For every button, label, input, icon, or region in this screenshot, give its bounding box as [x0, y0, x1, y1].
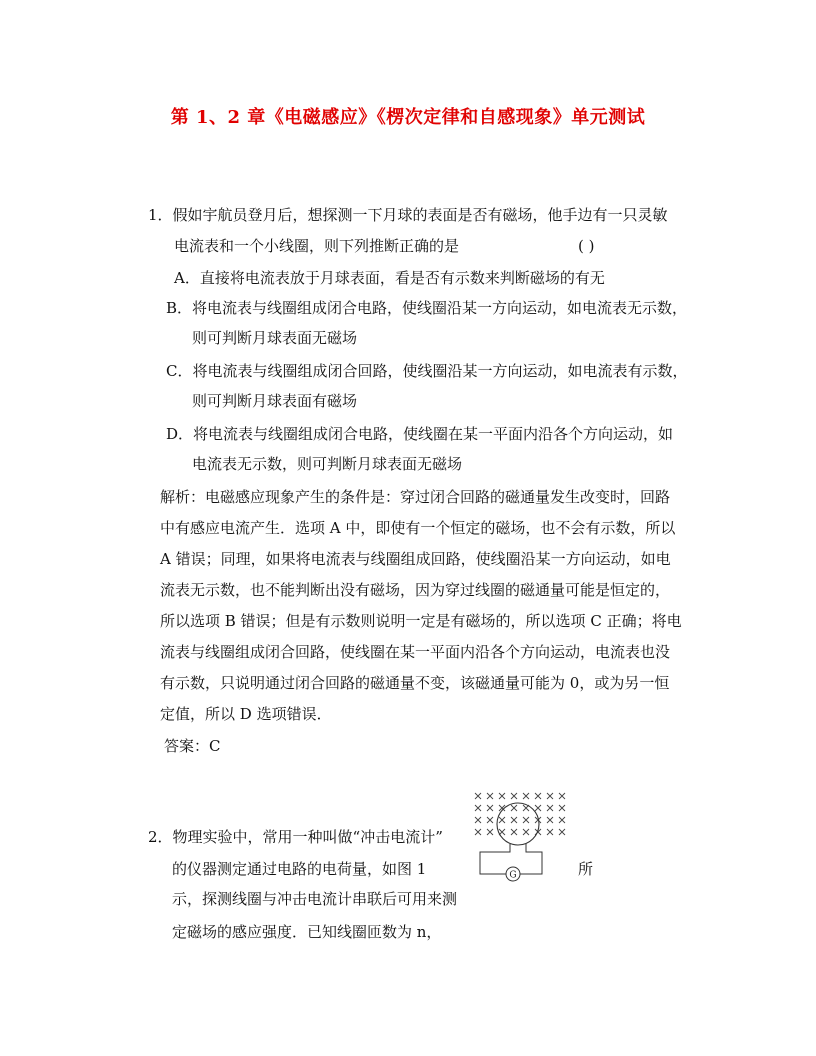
- circuit-wire-left: [480, 844, 510, 874]
- field-cross: [511, 829, 517, 835]
- q1-stem-line-1: 1．假如宇航员登月后，想探测一下月球的表面是否有磁场，他手边有一只灵敏: [148, 206, 668, 224]
- q1-option-d-line-1: D．将电流表与线圈组成闭合电路，使线圈在某一平面内沿各个方向运动，如: [166, 425, 674, 443]
- q2-stem-line-2: 的仪器测定通过电路的电荷量，如图 1: [172, 860, 427, 878]
- page-title: 第 1、2 章《电磁感应》《楞次定律和自感现象》单元测试: [170, 107, 646, 128]
- field-cross: [523, 793, 529, 799]
- q1-option-b-line-2: 则可判断月球表面无磁场: [192, 329, 358, 347]
- q1-analysis-line: 中有感应电流产生．选项 A 中，即使有一个恒定的磁场，也不会有示数，所以: [160, 519, 676, 537]
- q1-answer: 答案：C: [164, 737, 221, 755]
- q1-option-c-line-1: C．将电流表与线圈组成闭合回路，使线圈沿某一方向运动，如电流表有示数，: [166, 362, 688, 380]
- field-cross: [475, 817, 481, 823]
- q1-answer-paren: ( ): [578, 237, 595, 255]
- q2-stem-line-3: 示，探测线圈与冲击电流计串联后可用来测: [172, 890, 458, 908]
- field-cross: [511, 793, 517, 799]
- magnetic-field-crosses: [475, 793, 565, 835]
- field-cross: [487, 805, 493, 811]
- search-coil: [497, 803, 539, 845]
- q1-option-d-line-2: 电流表无示数，则可判断月球表面无磁场: [192, 455, 463, 473]
- field-cross: [487, 793, 493, 799]
- q1-analysis-line: 流表与线圈组成闭合回路，使线圈在某一平面内沿各个方向运动，电流表也没: [160, 643, 671, 661]
- field-cross: [559, 817, 565, 823]
- field-cross: [511, 805, 517, 811]
- field-cross: [547, 805, 553, 811]
- q1-analysis-line: 所以选项 B 错误；但是有示数则说明一定是有磁场的，所以选项 C 正确；将电: [160, 612, 682, 630]
- q2-stem-line-1: 2．物理实验中，常用一种叫做“冲击电流计”: [148, 828, 443, 846]
- field-cross: [559, 829, 565, 835]
- q1-analysis-line: 有示数，只说明通过闭合回路的磁通量不变，该磁通量可能为 0，或为另一恒: [160, 674, 670, 692]
- q1-option-b-line-1: B．将电流表与线圈组成闭合电路，使线圈沿某一方向运动，如电流表无示数，: [166, 299, 688, 317]
- field-cross: [523, 817, 529, 823]
- q1-analysis-line: 解析：电磁感应现象产生的条件是：穿过闭合回路的磁通量发生改变时，回路: [160, 488, 671, 506]
- circuit-wire-right: [520, 844, 542, 874]
- field-cross: [559, 805, 565, 811]
- field-cross: [523, 829, 529, 835]
- galvanometer-label: G: [509, 870, 517, 881]
- field-cross: [499, 793, 505, 799]
- q2-stem-suo: 所: [578, 860, 594, 878]
- field-cross: [559, 793, 565, 799]
- q1-stem-line-2: 电流表和一个小线圈，则下列推断正确的是: [174, 237, 460, 255]
- field-cross: [487, 829, 493, 835]
- q1-analysis-line: 定值，所以 D 选项错误．: [160, 705, 332, 723]
- field-cross: [547, 817, 553, 823]
- figure-1-search-coil-diagram: [472, 790, 572, 886]
- field-cross: [499, 817, 505, 823]
- field-cross: [475, 805, 481, 811]
- field-cross: [475, 829, 481, 835]
- q1-analysis-line: A 错误；同理，如果将电流表与线圈组成回路，使线圈沿某一方向运动，如电: [160, 550, 671, 568]
- q1-analysis-line: 流表无示数，也不能判断出没有磁场，因为穿过线圈的磁通量可能是恒定的，: [160, 581, 671, 599]
- field-cross: [535, 805, 541, 811]
- field-cross: [535, 793, 541, 799]
- field-cross: [547, 829, 553, 835]
- field-cross: [475, 793, 481, 799]
- field-cross: [547, 793, 553, 799]
- field-cross: [511, 817, 517, 823]
- field-cross: [487, 817, 493, 823]
- q1-option-a: A．直接将电流表放于月球表面，看是否有示数来判断磁场的有无: [174, 269, 605, 287]
- q1-option-c-line-2: 则可判断月球表面有磁场: [192, 392, 358, 410]
- q2-stem-line-4: 定磁场的感应强度．已知线圈匝数为 n，: [172, 923, 442, 941]
